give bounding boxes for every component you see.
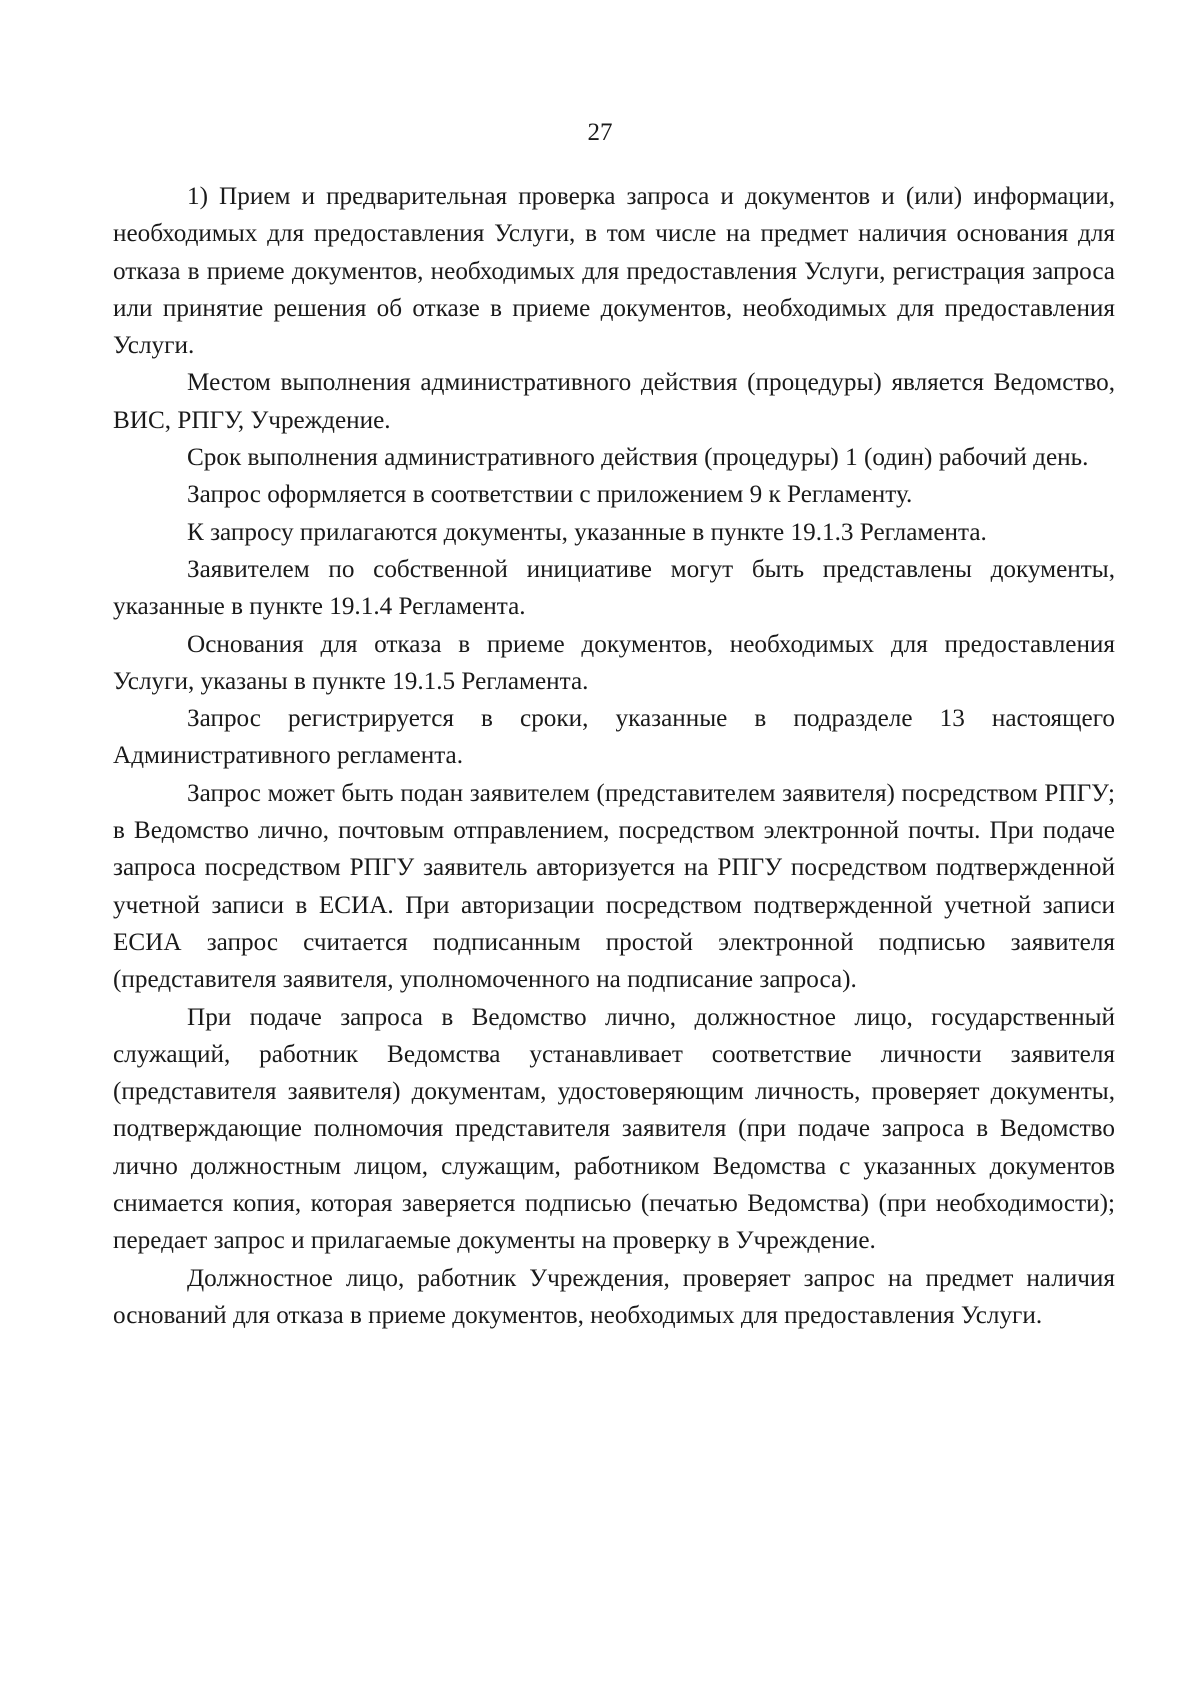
document-body <box>113 178 1115 1334</box>
paragraph: К запросу прилагаются документы, указанные в пункте 19.1.3 Регламента. <box>187 518 987 546</box>
paragraph: При подаче запроса в Ведомство лично, должностное лицо, государственный служащий, работник Ведомства устанавливает соответствие личности заявителя (представителя заявителя) документам, удостоверяющим личность, проверяет документы, подтверждающие полномочия представителя заявителя (при подаче запроса в Ведомство лично должностным лицом, служащим, работником Ведомства с указанных документов снимается копия, которая заверяется подписью (печатью Ведомства) (при необходимости); передает запрос и прилагаемые документы на проверку в Учреждение. <box>113 1003 1115 1255</box>
paragraph: Должностное лицо, работник Учреждения, проверяет запрос на предмет наличия оснований для отказа в приеме документов, необходимых для предоставления Услуги. <box>113 1264 1115 1329</box>
paragraph: Запрос регистрируется в сроки, указанные в подразделе 13 настоящего Административного регламента. <box>113 705 1115 770</box>
page-number: 27 <box>587 119 613 146</box>
paragraph: Заявителем по собственной инициативе могут быть представлены документы, указанные в пункте 19.1.4 Регламента. <box>113 555 1115 621</box>
paragraph: Срок выполнения административного действия (процедуры) 1 (один) рабочий день. <box>187 444 1089 472</box>
paragraph: Запрос может быть подан заявителем (представителем заявителя) посредством РПГУ; в Ведомство лично, почтовым отправлением, посредством электронной почты. При подаче запроса посредством РПГУ заявитель авторизуется на РПГУ посредством подтвержденной учетной записи в ЕСИА. При авторизации посредством подтвержденной учетной записи ЕСИА запрос считается подписанным простой электронной подписью заявителя (представителя заявителя, уполномоченного на подписание запроса). <box>113 779 1115 994</box>
paragraph: Местом выполнения административного действия (процедуры) является Ведомство, ВИС, РПГУ, Учреждение. <box>113 369 1115 434</box>
paragraph: Основания для отказа в приеме документов, необходимых для предоставления Услуги, указаны в пункте 19.1.5 Регламента. <box>113 630 1115 695</box>
paragraph: Запрос оформляется в соответствии с приложением 9 к Регламенту. <box>187 481 913 509</box>
paragraph: 1) Прием и предварительная проверка запроса и документов и (или) информации, необходимых для предоставления Услуги, в том числе на предмет наличия основания для отказа в приеме документов, необходимых для предоставления Услуги, регистрация запроса или принятие решения об отказе в приеме документов, необходимых для предоставления Услуги. <box>113 183 1115 360</box>
